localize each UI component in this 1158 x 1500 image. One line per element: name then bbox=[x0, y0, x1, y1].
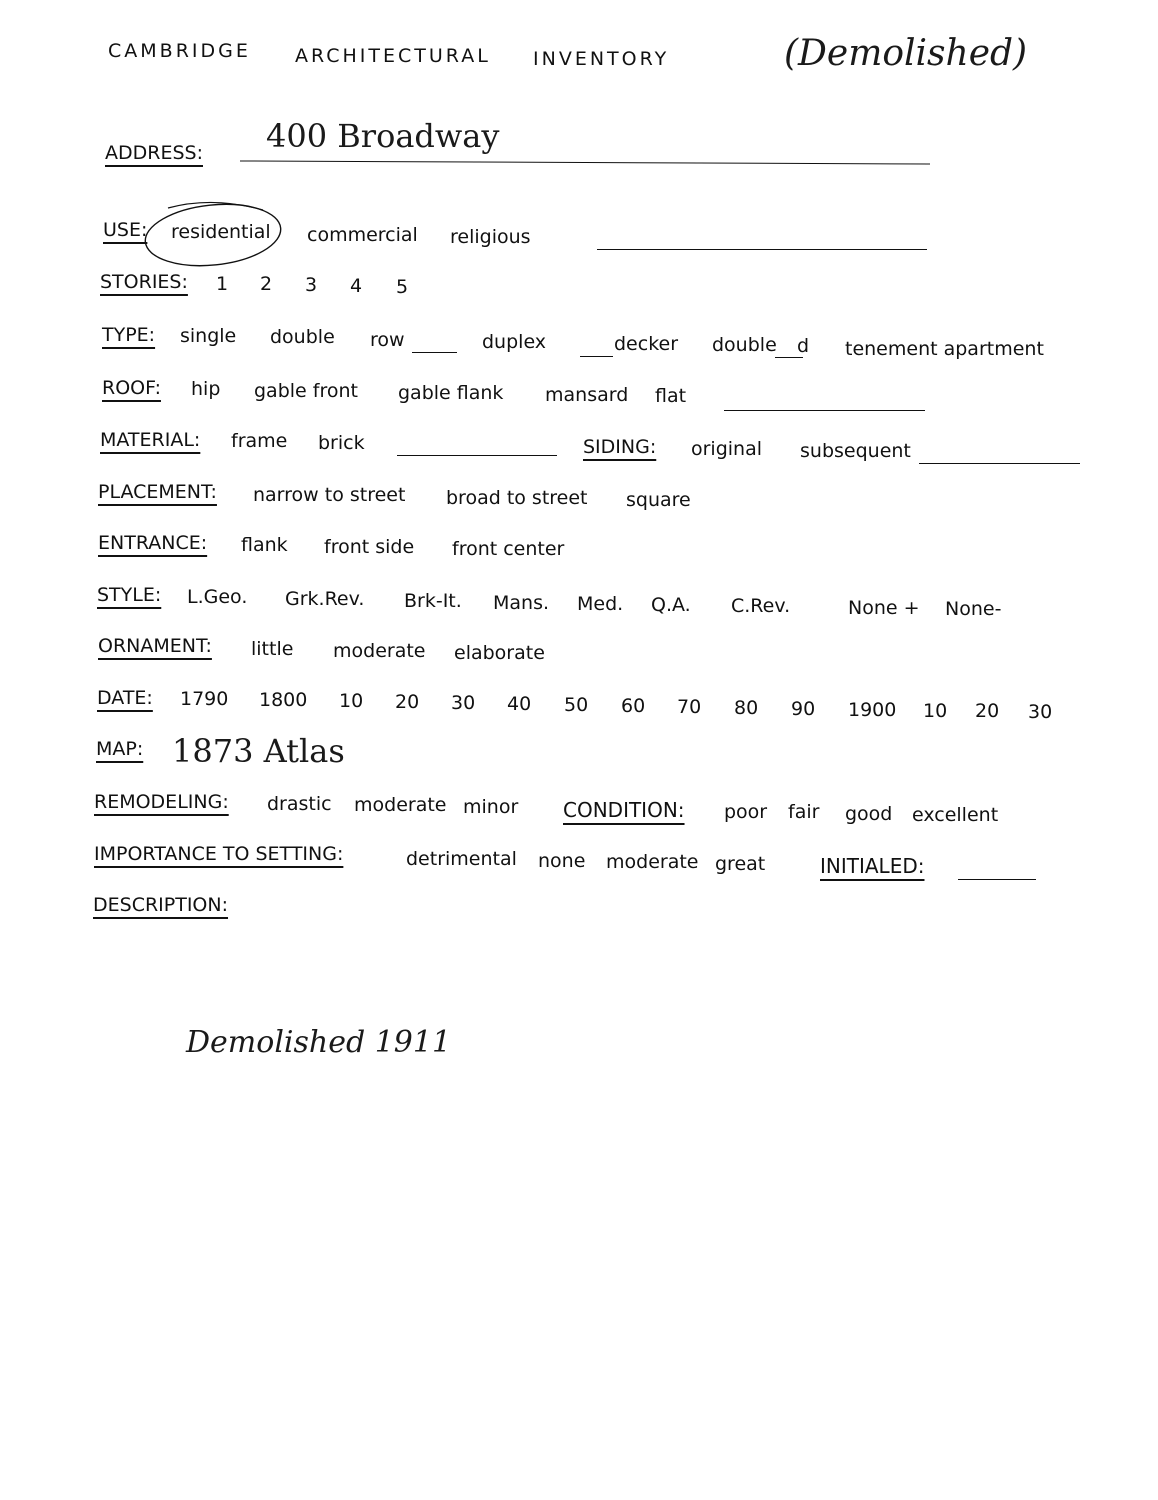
siding-other-line bbox=[919, 463, 1080, 464]
material-label: MATERIAL: bbox=[100, 429, 201, 451]
roof-option-gable-front: gable front bbox=[254, 380, 358, 402]
style-option-qa: Q.A. bbox=[651, 594, 691, 616]
stories-option-5: 5 bbox=[396, 276, 409, 298]
roof-option-mansard: mansard bbox=[545, 384, 629, 406]
placement-option-square: square bbox=[626, 489, 691, 511]
type-option-double: double bbox=[270, 326, 335, 348]
roof-option-hip: hip bbox=[191, 378, 221, 400]
type-double-d-blank bbox=[775, 357, 803, 358]
stories-option-3: 3 bbox=[305, 274, 318, 296]
condition-label: CONDITION: bbox=[563, 798, 685, 822]
type-option-double-d: double bbox=[712, 334, 777, 356]
use-other-line bbox=[597, 249, 927, 250]
placement-option-narrow: narrow to street bbox=[253, 484, 406, 506]
type-option-duplex: duplex bbox=[482, 331, 547, 353]
material-option-brick: brick bbox=[318, 432, 365, 454]
placement-label: PLACEMENT: bbox=[98, 481, 217, 503]
date-option-1920: 20 bbox=[975, 700, 1000, 722]
map-label: MAP: bbox=[96, 738, 144, 760]
date-option-70: 70 bbox=[677, 696, 702, 718]
siding-label: SIDING: bbox=[583, 436, 657, 458]
address-label: ADDRESS: bbox=[105, 142, 203, 164]
style-option-mans: Mans. bbox=[493, 592, 550, 614]
style-option-none-minus: None- bbox=[945, 598, 1002, 620]
siding-option-original: original bbox=[691, 438, 763, 460]
date-option-80: 80 bbox=[734, 697, 759, 719]
type-row-blank bbox=[412, 352, 457, 353]
style-option-lgeo: L.Geo. bbox=[187, 586, 248, 608]
importance-option-detrimental: detrimental bbox=[406, 848, 517, 870]
style-label: STYLE: bbox=[97, 584, 162, 606]
importance-label: IMPORTANCE TO SETTING: bbox=[94, 843, 344, 865]
form-title-inventory: INVENTORY bbox=[533, 48, 670, 70]
roof-other-line bbox=[724, 410, 925, 411]
style-option-crev: C.Rev. bbox=[731, 595, 791, 617]
style-option-brkit: Brk-It. bbox=[404, 590, 462, 612]
ornament-option-elaborate: elaborate bbox=[454, 642, 545, 664]
stories-option-2: 2 bbox=[260, 273, 273, 295]
date-option-90: 90 bbox=[791, 698, 816, 720]
type-option-single: single bbox=[180, 325, 237, 347]
entrance-option-front-side: front side bbox=[324, 536, 415, 558]
ornament-option-little: little bbox=[251, 638, 294, 660]
demolished-note: (Demolished) bbox=[784, 33, 1028, 74]
remodeling-option-moderate: moderate bbox=[354, 794, 447, 816]
map-value: 1873 Atlas bbox=[172, 732, 345, 770]
type-decker-blank bbox=[580, 356, 613, 357]
description-label: DESCRIPTION: bbox=[93, 894, 229, 916]
entrance-label: ENTRANCE: bbox=[98, 532, 208, 554]
remodeling-label: REMODELING: bbox=[94, 791, 229, 813]
form-title-architectural: ARCHITECTURAL bbox=[295, 45, 491, 67]
importance-option-moderate: moderate bbox=[606, 851, 699, 873]
importance-option-great: great bbox=[715, 853, 766, 875]
style-option-none-plus: None + bbox=[848, 597, 920, 619]
date-label: DATE: bbox=[97, 687, 153, 709]
roof-label: ROOF: bbox=[102, 377, 161, 399]
remodeling-option-minor: minor bbox=[463, 796, 519, 818]
date-option-10: 10 bbox=[339, 690, 364, 712]
roof-option-gable-flank: gable flank bbox=[398, 382, 504, 404]
type-label: TYPE: bbox=[102, 324, 156, 346]
date-option-50: 50 bbox=[564, 694, 589, 716]
type-option-tenement-apartment: tenement apartment bbox=[845, 338, 1044, 360]
use-label: USE: bbox=[103, 219, 148, 241]
date-option-1930: 30 bbox=[1028, 701, 1053, 723]
address-line bbox=[240, 160, 930, 164]
condition-option-poor: poor bbox=[724, 801, 768, 823]
style-option-med: Med. bbox=[577, 593, 624, 615]
condition-option-good: good bbox=[845, 803, 893, 825]
date-option-1900: 1900 bbox=[848, 699, 897, 721]
use-option-religious: religious bbox=[450, 226, 531, 248]
date-option-1800: 1800 bbox=[259, 689, 308, 711]
date-option-60: 60 bbox=[621, 695, 646, 717]
material-option-frame: frame bbox=[231, 430, 288, 452]
use-option-commercial: commercial bbox=[307, 224, 418, 246]
date-option-20: 20 bbox=[395, 691, 420, 713]
entrance-option-flank: flank bbox=[241, 534, 288, 556]
entrance-option-front-center: front center bbox=[452, 538, 565, 560]
address-value: 400 Broadway bbox=[266, 117, 500, 155]
placement-option-broad: broad to street bbox=[446, 487, 588, 509]
form-title-cambridge: CAMBRIDGE bbox=[108, 40, 251, 62]
roof-option-flat: flat bbox=[655, 385, 687, 407]
condition-option-fair: fair bbox=[788, 801, 820, 823]
date-option-1790: 1790 bbox=[180, 688, 229, 710]
type-option-decker: decker bbox=[614, 333, 679, 355]
type-option-d: d bbox=[797, 335, 810, 357]
ornament-label: ORNAMENT: bbox=[98, 635, 212, 657]
stories-label: STORIES: bbox=[100, 271, 188, 293]
style-option-grkrev: Grk.Rev. bbox=[285, 588, 365, 610]
initialed-line bbox=[958, 879, 1036, 880]
stories-option-4: 4 bbox=[350, 275, 363, 297]
ornament-option-moderate: moderate bbox=[333, 640, 426, 662]
remodeling-option-drastic: drastic bbox=[267, 793, 332, 815]
importance-option-none: none bbox=[538, 850, 586, 872]
initialed-label: INITIALED: bbox=[820, 854, 925, 878]
date-option-30: 30 bbox=[451, 692, 476, 714]
date-option-40: 40 bbox=[507, 693, 532, 715]
siding-option-subsequent: subsequent bbox=[800, 440, 911, 462]
condition-option-excellent: excellent bbox=[912, 804, 999, 826]
material-other-line bbox=[397, 455, 557, 456]
use-option-residential: residential bbox=[171, 221, 271, 243]
stories-option-1: 1 bbox=[216, 273, 229, 295]
type-option-row: row bbox=[370, 329, 405, 351]
date-option-1910: 10 bbox=[923, 700, 948, 722]
description-note: Demolished 1911 bbox=[186, 1025, 452, 1060]
